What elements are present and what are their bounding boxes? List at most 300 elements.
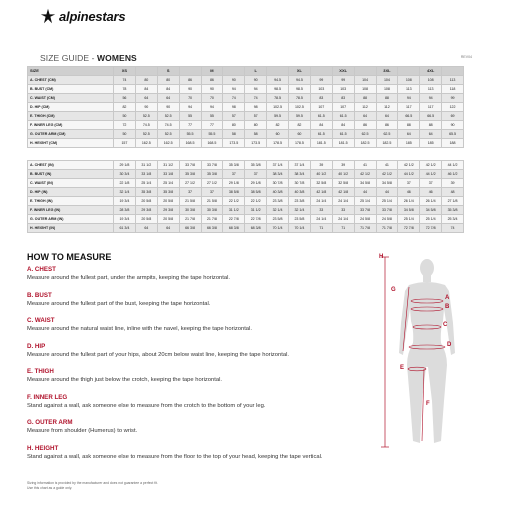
table-cell: 74 [114,76,136,85]
table-cell: 181.5 [332,139,354,148]
table-cell: 23 5/8 [267,215,289,224]
table-cell: 82 [114,103,136,112]
table-cell: 117 [420,103,442,112]
table-cell: 84 [332,121,354,130]
table-cell: 21 7/8 [179,215,201,224]
measurement-label: D. HIP (IN) [28,188,114,197]
table-cell: 113 [398,85,420,94]
measurement-label: D. HIP (CM) [28,103,114,112]
table-cell: 61.5 [332,130,354,139]
cm-header-cell [223,67,245,76]
table-cell: 60 [267,130,289,139]
table-cell: 64 [398,130,420,139]
table-cell: 40 3/8 [289,188,311,197]
table-cell: 173.5 [223,139,245,148]
table-row [28,130,464,139]
table-cell: 24 1/4 [310,215,332,224]
table-cell: 21 7/8 [201,215,223,224]
table-cell: 94 [245,85,267,94]
cm-header-cell: XL [289,67,311,76]
table-cell: 64 [354,112,376,121]
table-cell: 82 [267,121,289,130]
measurement-label: E. THIGH (IN) [28,197,114,206]
table-cell: 71 [332,224,354,233]
table-cell: 33 [332,206,354,215]
table-cell: 72 7/8 [420,224,442,233]
cm-header-cell: 3XL [376,67,398,76]
figure-label-b: B [445,304,450,310]
table-cell: 57 [245,112,267,121]
table-cell: 64 [157,94,179,103]
table-cell: 66 3/8 [201,224,223,233]
table-cell: 33 1/8 [157,170,179,179]
table-cell: 66.5 [398,112,420,121]
table-cell: 83 [332,94,354,103]
table-cell: 41 [354,161,376,170]
measure-description: Measure from shoulder (Humerus) to wrist. [27,428,138,434]
table-cell: 86 [376,121,398,130]
table-cell: 61.5 [310,112,332,121]
table-cell: 74 [245,94,267,103]
table-cell: 35 3/8 [157,188,179,197]
table-cell: 84 [135,85,157,94]
table-cell: 40 1/2 [310,170,332,179]
figure-label-c: C [443,322,448,328]
figure-label-f: F [426,401,430,407]
table-cell: 37 [398,179,420,188]
table-cell: 61 3/4 [114,224,136,233]
table-cell: 117 [398,103,420,112]
table-row [28,76,464,85]
figure-label-a: A [445,295,450,301]
table-cell: 23 3/8 [267,197,289,206]
table-cell: 25 1/4 [420,215,442,224]
size-table-cm [27,66,464,148]
table-cell: 37 [245,170,267,179]
table-cell: 32 1/4 [267,206,289,215]
measure-heading: D. HIP [27,342,46,350]
cm-header-cell: M [201,67,223,76]
table-cell: 62.5 [376,130,398,139]
cm-header-cell [354,67,376,76]
table-cell: 99 [310,76,332,85]
table-cell: 44 1/2 [442,161,464,170]
table-cell: 33 7/8 [376,206,398,215]
table-cell: 37 [201,188,223,197]
table-cell: 84 [157,85,179,94]
page-title [40,53,137,63]
table-cell: 94 [420,94,442,103]
table-cell: 22 7/8 [245,215,267,224]
table-cell: 24 1/4 [332,215,354,224]
table-cell: 71 7/8 [354,224,376,233]
measurement-label: H. HEIGHT (IN) [28,224,114,233]
table-cell: 41 [376,161,398,170]
table-cell: 71 [310,224,332,233]
table-cell: 157 [114,139,136,148]
measure-heading: C. WAIST [27,317,55,324]
table-cell: 99 [442,94,464,103]
table-cell: 42 1/2 [376,170,398,179]
table-cell: 66.5 [420,112,442,121]
table-cell: 22 1/2 [223,197,245,206]
table-cell: 58 [245,130,267,139]
table-cell: 86 [201,76,223,85]
table-cell: 27 1/8 [442,197,464,206]
table-cell: 44 1/2 [420,170,442,179]
table-cell: 33 [310,206,332,215]
table-cell: 22 7/8 [223,215,245,224]
table-cell: 38 5/8 [245,188,267,197]
cm-header-cell: XXL [332,67,354,76]
table-cell: 22 1/8 [114,179,136,188]
table-cell: 42 1/2 [420,161,442,170]
cm-header-cell: XS [114,67,136,76]
table-cell: 30 7/8 [289,179,311,188]
table-cell: 188 [442,139,464,148]
revision-code: REV04 [460,55,472,59]
table-cell: 46 1/2 [442,170,464,179]
measure-item [27,343,367,359]
table-cell: 59.5 [267,112,289,121]
measurement-label: G. OUTER ARM (CM) [28,130,114,139]
measure-heading: G. OUTER ARM [27,419,73,426]
table-cell: 61.5 [310,130,332,139]
table-cell: 19 3/4 [114,197,136,206]
table-cell: 33 7/8 [179,161,201,170]
table-cell: 55 [201,112,223,121]
cm-header-cell: L [245,67,267,76]
table-cell: 102.5 [267,103,289,112]
alpinestars-star-icon [40,8,56,24]
table-cell: 19 3/4 [114,215,136,224]
table-cell: 80 [245,121,267,130]
table-cell: 64 [157,224,179,233]
table-cell: 88 [354,94,376,103]
body-silhouette-icon [377,251,467,453]
table-cell: 52.5 [157,112,179,121]
table-cell: 39 [310,161,332,170]
cm-header-cell: 4XL [420,67,442,76]
table-cell: 55 [179,112,201,121]
table-cell: 113 [420,85,442,94]
table-cell: 162.5 [157,139,179,148]
table-cell: 52.5 [135,130,157,139]
table-cell: 35 3/8 [135,188,157,197]
table-cell: 77 [179,121,201,130]
table-cell: 88 [420,121,442,130]
table-cell: 28 3/8 [114,206,136,215]
table-cell: 50 [114,112,136,121]
how-to-measure-title: HOW TO MEASURE [27,252,112,262]
table-cell: 178.5 [267,139,289,148]
table-cell: 90 [201,85,223,94]
table-cell: 86 [179,76,201,85]
footnote-line-2: Use this chart as a guide only. [27,486,73,490]
measurement-label: H. HEIGHT (CM) [28,139,114,148]
table-cell: 112 [376,103,398,112]
table-cell: 113 [442,76,464,85]
table-cell: 64 [135,224,157,233]
measurement-label: A. CHEST (IN) [28,161,114,170]
table-cell: 31 1/2 [223,206,245,215]
table-cell: 108 [376,85,398,94]
table-cell: 72 7/8 [398,224,420,233]
table-cell: 29 1/8 [114,161,136,170]
measure-heading: A. CHEST [27,266,56,273]
table-cell: 32 1/4 [114,188,136,197]
measurement-label: B. BUST (IN) [28,170,114,179]
table-row [28,224,464,233]
table-cell: 46 [398,188,420,197]
table-cell: 30 3/8 [179,206,201,215]
table-cell: 98.5 [289,85,311,94]
table-cell: 78.5 [267,94,289,103]
table-cell: 86 [354,121,376,130]
table-cell: 42 1/8 [310,188,332,197]
footnote [27,481,327,491]
table-cell: 29 1/8 [223,179,245,188]
table-cell: 90 [442,121,464,130]
table-cell: 65.5 [442,130,464,139]
table-cell: 112 [354,103,376,112]
figure-label-e: E [400,365,405,371]
table-cell: 37 [223,170,245,179]
table-cell: 59.5 [289,112,311,121]
table-cell: 27 1/2 [179,179,201,188]
table-cell: 182.5 [376,139,398,148]
measurement-label: C. WAIST (CM) [28,94,114,103]
table-cell: 70 1/4 [267,224,289,233]
table-cell: 88 [398,121,420,130]
table-cell: 20 5/8 [157,215,179,224]
measurement-label: E. THIGH (CM) [28,112,114,121]
table-cell: 168.5 [179,139,201,148]
measurement-label: F. INNER LEG (CM) [28,121,114,130]
table-cell: 34 5/8 [420,206,442,215]
table-cell: 90 [157,103,179,112]
table-cell: 24 5/8 [354,215,376,224]
measure-description: Measure around the fullest part, under the armpits, keeping the tape horizontal. [27,275,231,281]
table-cell: 55.5 [179,130,201,139]
table-cell: 31 1/2 [135,161,157,170]
table-row [28,161,464,170]
table-cell: 94.5 [267,76,289,85]
measure-item [27,419,367,435]
table-cell: 26 1/4 [398,197,420,206]
measure-item [27,292,367,308]
table-cell: 108 [354,85,376,94]
measure-heading: F. INNER LEG [27,393,68,401]
table-cell: 80 [157,76,179,85]
table-cell: 25 1/4 [157,179,179,188]
table-cell: 90 [179,85,201,94]
table-cell: 33 7/8 [354,206,376,215]
table-cell: 38 5/8 [223,188,245,197]
table-row [28,139,464,148]
table-cell: 80 [135,76,157,85]
table-cell: 68 3/8 [245,224,267,233]
table-cell: 37 1/4 [289,161,311,170]
table-cell: 52.5 [157,130,179,139]
table-cell: 69 [442,112,464,121]
table-cell: 29 3/8 [157,206,179,215]
table-cell: 38 3/4 [289,170,311,179]
measure-description: Measure around the natural waist line, inline with the navel, keeping the tape horizontal. [27,326,252,332]
table-cell: 25 1/4 [398,215,420,224]
measurement-label: C. WAIST (IN) [28,179,114,188]
table-cell: 29 3/8 [135,206,157,215]
table-cell: 60 [289,130,311,139]
table-cell: 185 [420,139,442,148]
title-light: SIZE GUIDE - [40,53,98,63]
table-cell: 44 [354,188,376,197]
table-cell: 107 [310,103,332,112]
measure-item [27,368,367,384]
table-cell: 20 5/8 [135,197,157,206]
measure-item [27,266,367,282]
table-cell: 84 [310,121,332,130]
measure-description: Measure around the thigh just below the crotch, keeping the tape horizontal. [27,377,222,383]
table-cell: 42 1/2 [398,161,420,170]
table-row [28,121,464,130]
table-cell: 50 [114,130,136,139]
table-cell: 20 5/8 [157,197,179,206]
table-cell: 57 [223,112,245,121]
table-cell: 34 5/8 [354,179,376,188]
table-cell: 94 [223,85,245,94]
table-row [28,197,464,206]
table-cell: 34 5/8 [376,179,398,188]
table-cell: 162.5 [135,139,157,148]
table-cell: 182.5 [354,139,376,148]
table-cell: 107 [332,103,354,112]
table-cell: 21 5/8 [179,197,201,206]
table-cell: 102.5 [289,103,311,112]
table-cell: 42 1/2 [354,170,376,179]
table-cell: 108 [398,76,420,85]
measurement-label: B. BUST (CM) [28,85,114,94]
table-cell: 48 [442,188,464,197]
table-cell: 74 [223,94,245,103]
table-cell: 32 1/4 [289,206,311,215]
table-cell: 168.5 [201,139,223,148]
table-cell: 40 3/8 [267,188,289,197]
table-cell: 34 5/8 [398,206,420,215]
cm-header-cell: S [157,67,179,76]
table-cell: 64 [135,94,157,103]
table-row [28,94,464,103]
measure-heading: H. HEIGHT [27,444,59,452]
table-cell: 58 [223,130,245,139]
table-cell: 21 5/8 [201,197,223,206]
cm-header-cell [179,67,201,76]
figure-label-d: D [447,342,452,348]
table-cell: 94 [201,103,223,112]
table-cell: 33 1/8 [135,170,157,179]
size-table-inches [27,160,464,233]
table-cell: 42 1/8 [332,188,354,197]
table-cell: 98 [223,103,245,112]
measure-description: Measure around the fullest part of your hips, about 20cm below waist line, keeping the tape horizontal. [27,351,289,358]
table-cell: 90 [223,76,245,85]
measurement-label: F. INNER LEG (IN) [28,206,114,215]
table-row [28,85,464,94]
figure-label-h: H [379,254,384,260]
table-cell: 98.5 [267,85,289,94]
table-cell: 68 3/8 [223,224,245,233]
table-row [28,103,464,112]
cm-header-row [28,67,464,76]
table-cell: 37 1/4 [267,161,289,170]
cm-header-cell: SIZE [28,67,114,76]
figure-label-g: G [391,287,396,293]
table-cell: 25 1/4 [354,197,376,206]
table-cell: 99 [332,76,354,85]
table-cell: 22 1/2 [245,197,267,206]
table-cell: 103 [332,85,354,94]
table-cell: 32 5/8 [332,179,354,188]
table-cell: 30 3/8 [201,206,223,215]
table-cell: 52.5 [135,112,157,121]
table-cell: 181.5 [310,139,332,148]
table-cell: 24 5/8 [376,215,398,224]
table-cell: 39 [332,161,354,170]
table-row [28,170,464,179]
measure-description: Measure around the fullest part of the bust, keeping the tape horizontal. [27,300,211,307]
table-cell: 27 1/2 [201,179,223,188]
cm-header-cell [135,67,157,76]
table-cell: 98 [245,103,267,112]
table-cell: 104 [354,76,376,85]
table-cell: 29 1/8 [245,179,267,188]
table-row [28,179,464,188]
table-cell: 40 1/2 [332,170,354,179]
table-cell: 31 1/2 [157,161,179,170]
table-cell: 64 [376,112,398,121]
measure-item [27,445,367,461]
cm-header-cell [310,67,332,76]
table-cell: 82 [289,121,311,130]
table-cell: 94 [398,94,420,103]
table-cell: 62.5 [354,130,376,139]
table-cell: 38 3/4 [267,170,289,179]
measurement-label: A. CHEST (CM) [28,76,114,85]
table-cell: 70 1/4 [289,224,311,233]
table-cell: 88 [376,94,398,103]
table-cell: 70 [179,94,201,103]
brand-logo [40,7,125,25]
table-cell: 70 [201,94,223,103]
measure-description: Stand against a wall, ask someone else to measure from the crotch to the bottom of your leg. [27,402,266,409]
table-cell: 178.5 [289,139,311,148]
table-cell: 74 [442,224,464,233]
table-cell: 66 3/8 [179,224,201,233]
measure-description: Stand against a wall, ask someone else to measure from the floor to the top of your head, keeping the tape vertical. [27,453,323,460]
table-cell: 83 [310,94,332,103]
table-cell: 35 3/8 [179,170,201,179]
table-cell: 30 3/4 [114,170,136,179]
measure-item [27,317,367,333]
table-cell: 56 [114,94,136,103]
table-cell: 37 [179,188,201,197]
table-cell: 74.5 [157,121,179,130]
table-cell: 35 3/8 [245,161,267,170]
table-cell: 103 [310,85,332,94]
table-cell: 118 [442,85,464,94]
table-cell: 25 1/4 [376,197,398,206]
table-cell: 122 [442,103,464,112]
